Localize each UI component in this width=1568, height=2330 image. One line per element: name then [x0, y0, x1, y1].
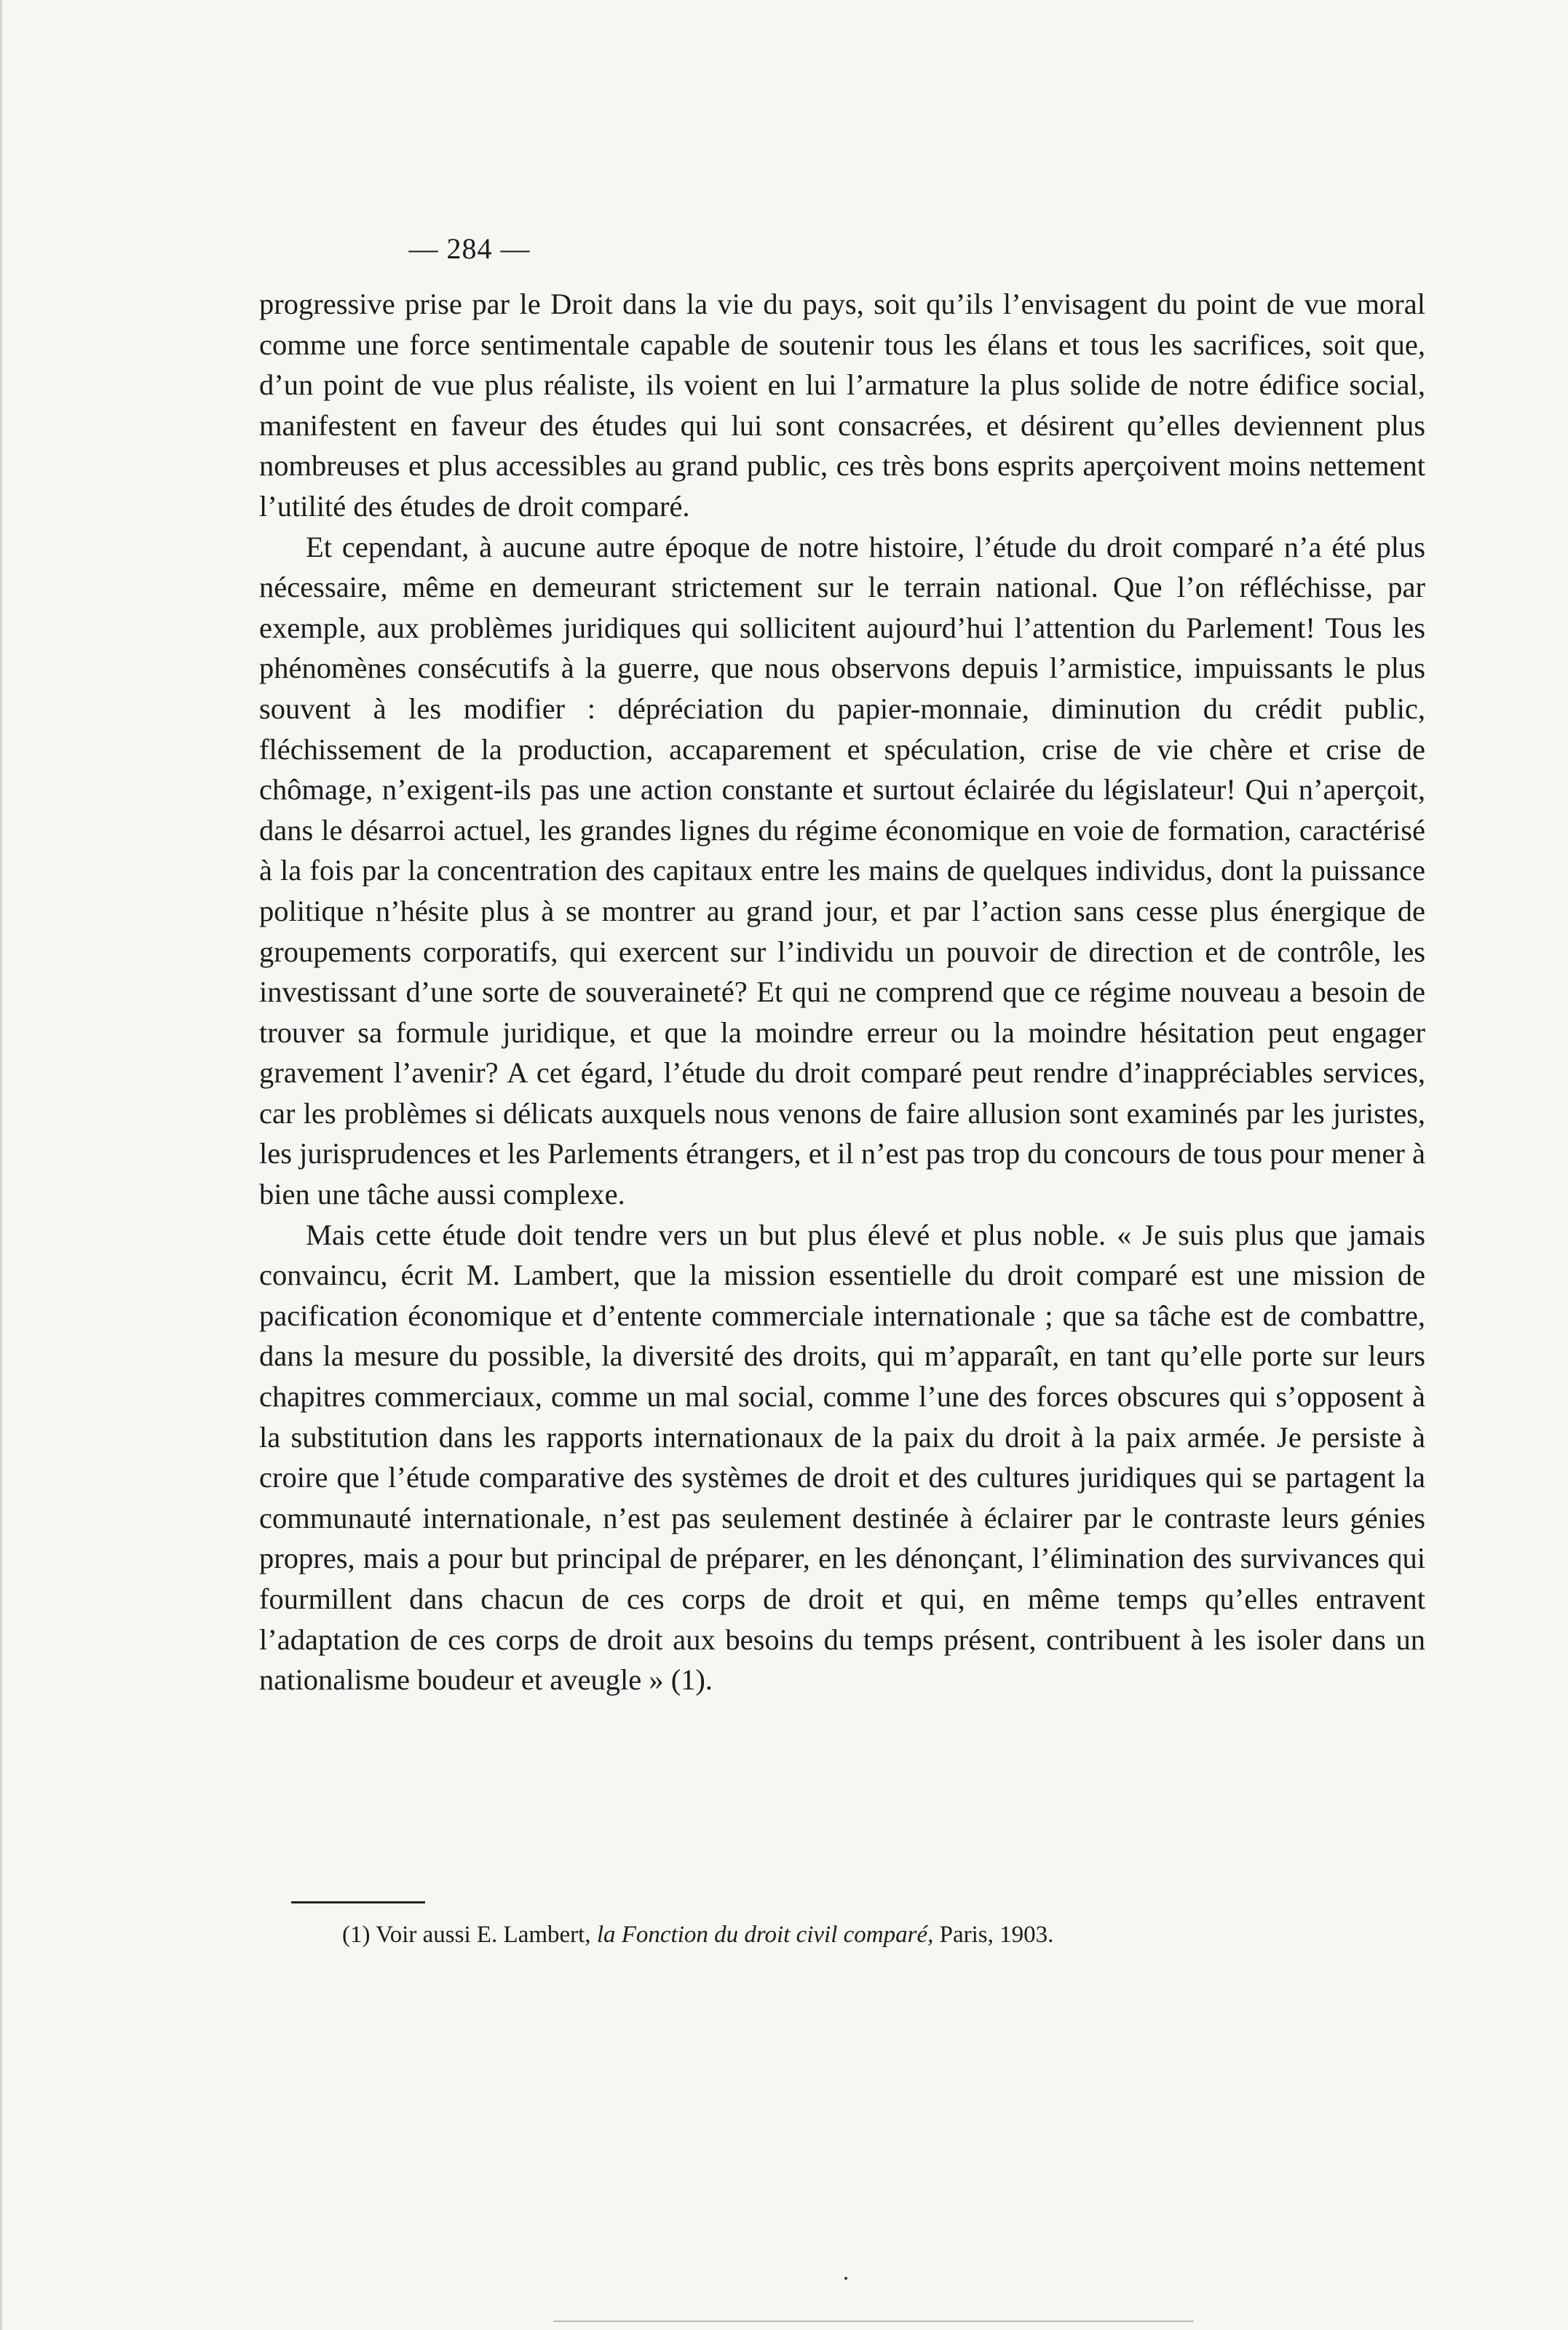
body-text: [259, 284, 1425, 1700]
paragraph: Et cependant, à aucune autre époque de notre histoire, l’étude du droit comparé n’a été plus nécessaire, même en demeurant strictement sur le terrain national. Que l’on réfléchisse, par exemple, aux problèmes juridiques qui sollicitent aujourd’hui l’attention du Parlement! Tous les phénomènes consécutifs à la guerre, que nous observons depuis l’armistice, impuissants le plus souvent à les modifier : dépréciation du papier-monnaie, diminution du crédit public, fléchissement de la production, accaparement et spéculation, crise de vie chère et crise de chômage, n’exigent-ils pas une action constante et surtout éclairée du législateur! Qui n’aperçoit, dans le désarroi actuel, les grandes lignes du régime économique en voie de formation, caractérisé à la fois par la concentration des capitaux entre les mains de quelques individus, dont la puissance politique n’hésite plus à se montrer au grand jour, et par l’action sans cesse plus énergique de groupements corporatifs, qui exercent sur l’individu un pouvoir de direction et de contrôle, les investissant d’une sorte de souveraineté? Et qui ne comprend que ce régime nouveau a besoin de trouver sa formule juridique, et que la moindre erreur ou la moindre hésitation peut engager gravement l’avenir? A cet égard, l’étude du droit comparé peut rendre d’inappréciables services, car les problèmes si délicats auxquels nous venons de faire allusion sont examinés par les juristes, les jurisprudences et les Parlements étrangers, et il n’est pas trop du concours de tous pour mener à bien une tâche aussi complexe.: [259, 530, 1425, 1211]
scan-edge: [0, 0, 2, 2330]
footnote-tail: Paris, 1903.: [939, 1922, 1054, 1948]
paragraph: Mais cette étude doit tendre vers un but plus élevé et plus noble. « Je suis plus que jamais convaincu, écrit M. Lambert, que la mission essentielle du droit comparé est une mission de pacification économique et d’entente commerciale internationale ; que sa tâche est de combattre, dans la mesure du possible, la diversité des droits, qui m’apparaît, en tant qu’elle porte sur leurs chapitres commerciaux, comme un mal social, comme l’une des forces obscures qui s’opposent à la substitution dans les rapports internationaux de la paix du droit à la paix armée. Je persiste à croire que l’étude comparative des systèmes de droit et des cultures juridiques qui se partagent la communauté internationale, n’est pas seulement destinée à éclairer par le contraste leurs génies propres, mais a pour but principal de préparer, en les dénonçant, l’élimination des survivances qui fourmillent dans chacun de ces corps de droit et qui, en même temps qu’elles entravent l’adaptation de ces corps de droit aux besoins du temps présent, contribuent à les isoler dans un nationalisme boudeur et aveugle » (1).: [259, 1218, 1425, 1697]
footnote-divider: [291, 1901, 425, 1903]
footnote-lead: Voir aussi E. Lambert,: [376, 1922, 591, 1948]
footnote-title: la Fonction du droit civil comparé,: [596, 1922, 934, 1948]
footnote: [342, 1919, 1434, 1951]
footnote-marker: (1): [342, 1922, 371, 1948]
page-number: — 284 —: [408, 232, 531, 265]
paragraph-continued: progressive prise par le Droit dans la vie du pays, soit qu’ils l’envisagent du point de vue moral comme une force sentimentale capable de soutenir tous les élans et tous les sacrifices, soit que, d’un point de vue plus réaliste, ils voient en lui l’armature la plus solide de notre édifice social, manifestent en faveur des études qui lui sont consacrées, et désirent qu’elles deviennent plus nombreuses et plus accessibles au grand public, ces très bons esprits aperçoivent moins nettement l’utilité des études de droit comparé.: [259, 288, 1425, 523]
scan-bottom-edge: [553, 2321, 1194, 2322]
scan-speck: [844, 2277, 847, 2280]
